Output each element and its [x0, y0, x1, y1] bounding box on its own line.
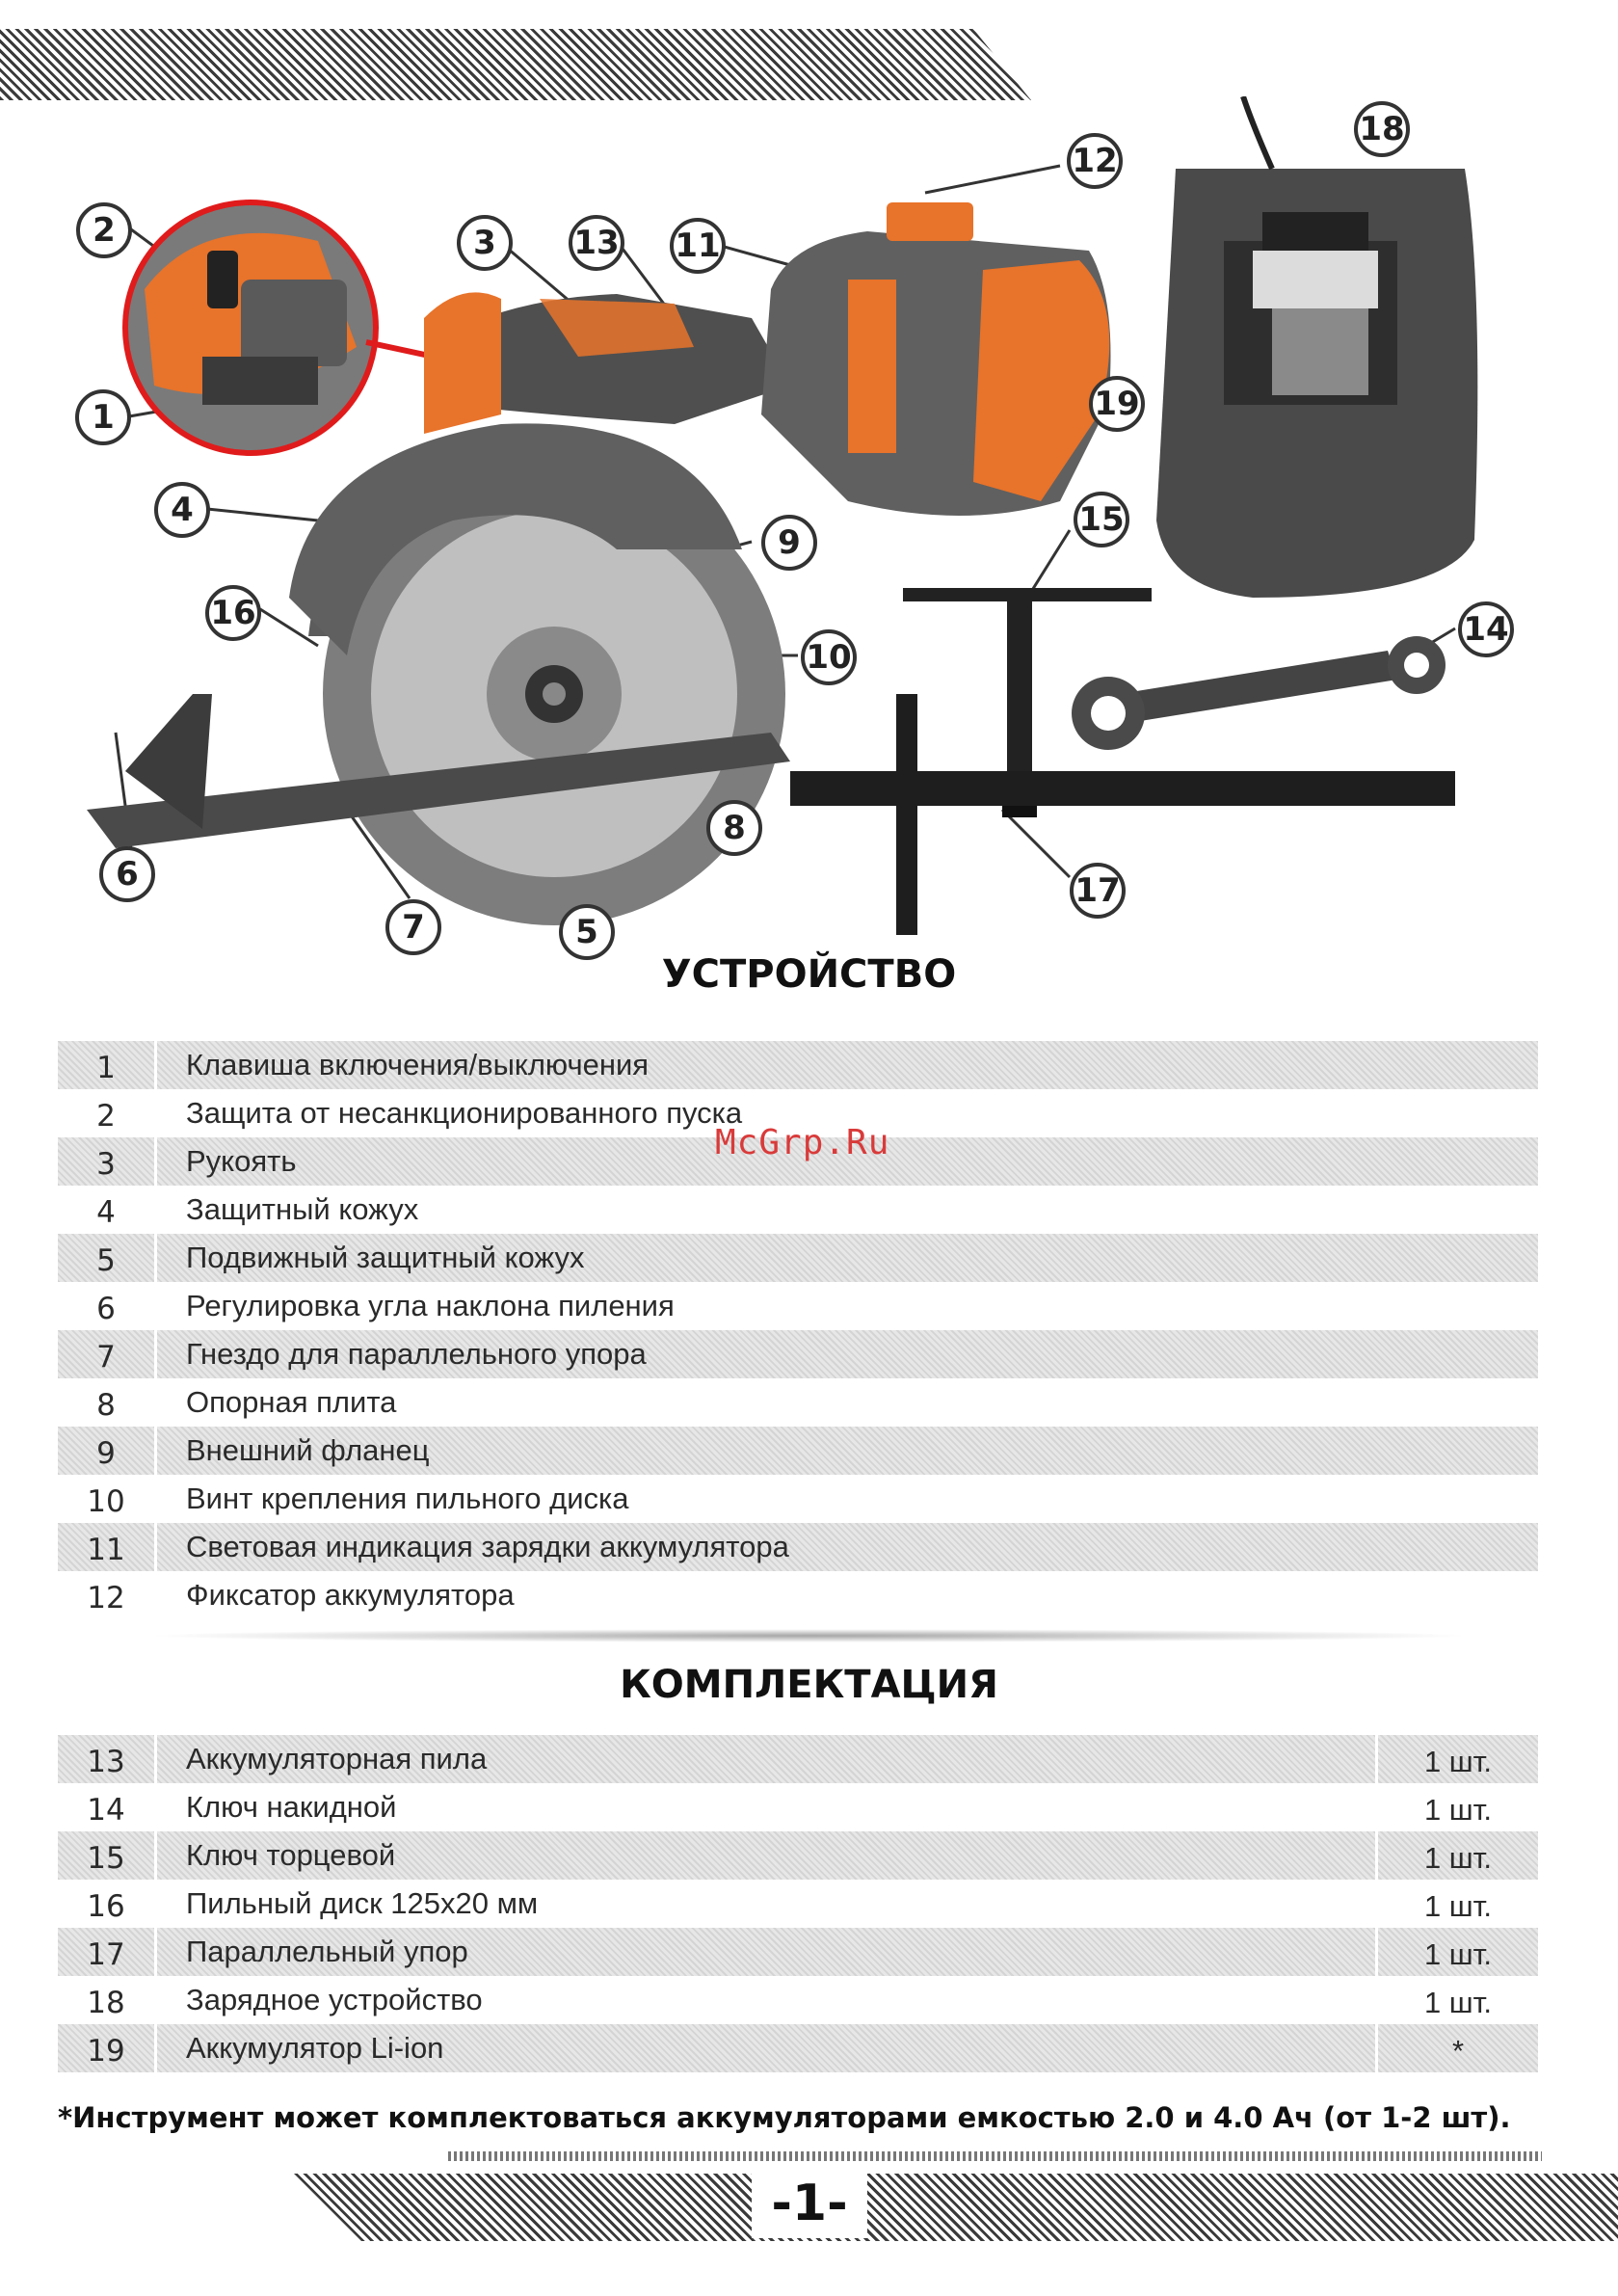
- dotted-rule: [448, 2151, 1542, 2161]
- row-number: 9: [96, 1436, 116, 1471]
- row-number: 13: [87, 1745, 125, 1779]
- row-label: Фиксатор аккумулятора: [186, 1578, 515, 1612]
- callout-9: 9: [761, 515, 817, 571]
- row-number: 5: [96, 1243, 116, 1278]
- table-row: [58, 1928, 1538, 1976]
- kit-table: [58, 1735, 1538, 2072]
- row-number: 19: [87, 2034, 125, 2069]
- row-quantity: 1 шт.: [1375, 1831, 1538, 1880]
- callout-3: 3: [457, 215, 513, 271]
- table-row: [58, 1523, 1538, 1571]
- page-number: -1-: [752, 2169, 867, 2238]
- row-number: 1: [96, 1051, 116, 1085]
- table-row: [58, 2024, 1538, 2072]
- table-row: [58, 1186, 1538, 1234]
- row-quantity: 1 шт.: [1375, 1976, 1538, 2024]
- row-label: Гнездо для параллельного упора: [186, 1337, 647, 1371]
- table-row: [58, 1330, 1538, 1378]
- callout-14: 14: [1458, 601, 1514, 657]
- callout-8: 8: [706, 800, 762, 856]
- top-hatch-band: [0, 29, 1031, 100]
- row-label: Световая индикация зарядки аккумулятора: [186, 1530, 789, 1563]
- row-quantity: *: [1375, 2024, 1538, 2072]
- row-label: Параллельный упор: [186, 1935, 468, 1968]
- callout-19: 19: [1089, 376, 1145, 432]
- table-row: [58, 1831, 1538, 1880]
- row-label: Опорная плита: [186, 1385, 397, 1419]
- row-number: 12: [87, 1581, 125, 1615]
- row-label: Регулировка угла наклона пиления: [186, 1289, 675, 1322]
- row-label: Подвижный защитный кожух: [186, 1241, 585, 1274]
- callout-18: 18: [1354, 101, 1410, 157]
- table-row: [58, 1783, 1538, 1831]
- row-quantity: 1 шт.: [1375, 1783, 1538, 1831]
- row-number: 6: [96, 1292, 116, 1326]
- section-divider-shadow: [145, 1629, 1474, 1642]
- table-row: [58, 1427, 1538, 1475]
- row-label: Защитный кожух: [186, 1192, 419, 1226]
- row-number: 3: [96, 1147, 116, 1182]
- row-number: 4: [96, 1195, 116, 1230]
- row-quantity: 1 шт.: [1375, 1880, 1538, 1928]
- callout-7: 7: [385, 899, 441, 955]
- row-label: Пильный диск 125х20 мм: [186, 1886, 539, 1920]
- table-row: [58, 1378, 1538, 1427]
- row-label: Клавиша включения/выключения: [186, 1048, 650, 1081]
- table-row: [58, 1041, 1538, 1089]
- callout-13: 13: [569, 215, 624, 271]
- row-number: 8: [96, 1388, 116, 1423]
- callout-10: 10: [801, 629, 857, 685]
- row-quantity: 1 шт.: [1375, 1735, 1538, 1783]
- row-label: Зарядное устройство: [186, 1983, 483, 2016]
- callout-11: 11: [670, 218, 726, 274]
- product-illustration: [0, 96, 1618, 964]
- callout-12: 12: [1067, 133, 1123, 189]
- row-number: 16: [87, 1889, 125, 1924]
- callout-15: 15: [1074, 492, 1129, 547]
- row-label: Внешний фланец: [186, 1433, 430, 1467]
- kit-section-title: КОМПЛЕКТАЦИЯ: [620, 1663, 998, 1707]
- footnote: *Инструмент может комплектоваться аккумуляторами емкостью 2.0 и 4.0 Ач (от 1-2 шт).: [58, 2101, 1511, 2134]
- callout-4: 4: [154, 482, 210, 538]
- callout-1: 1: [75, 389, 131, 445]
- watermark: McGrp.Ru: [715, 1123, 890, 1162]
- table-row: [58, 1282, 1538, 1330]
- row-number: 14: [87, 1793, 125, 1828]
- row-label: Рукоять: [186, 1144, 297, 1178]
- row-label: Защита от несанкционированного пуска: [186, 1096, 743, 1130]
- device-section-title: УСТРОЙСТВО: [661, 952, 957, 997]
- row-label: Ключ торцевой: [186, 1838, 396, 1872]
- row-number: 7: [96, 1340, 116, 1375]
- callout-6: 6: [99, 846, 155, 902]
- row-number: 18: [87, 1986, 125, 2020]
- row-label: Аккумулятор Li-ion: [186, 2031, 444, 2065]
- row-label: Аккумуляторная пила: [186, 1742, 488, 1775]
- table-row: [58, 1976, 1538, 2024]
- callout-17: 17: [1070, 863, 1126, 919]
- row-number: 17: [87, 1937, 125, 1972]
- row-quantity: 1 шт.: [1375, 1928, 1538, 1976]
- table-row: [58, 1735, 1538, 1783]
- callout-5: 5: [559, 904, 615, 960]
- row-number: 15: [87, 1841, 125, 1876]
- table-row: [58, 1234, 1538, 1282]
- row-number: 10: [87, 1484, 125, 1519]
- table-row: [58, 1475, 1538, 1523]
- table-row: [58, 1880, 1538, 1928]
- row-label: Ключ накидной: [186, 1790, 397, 1824]
- row-number: 11: [87, 1533, 125, 1567]
- table-row: [58, 1571, 1538, 1619]
- row-number: 2: [96, 1099, 116, 1134]
- callout-16: 16: [205, 585, 261, 641]
- callout-2: 2: [76, 202, 132, 258]
- row-label: Винт крепления пильного диска: [186, 1482, 629, 1515]
- bottom-hatch-band: [294, 2174, 1618, 2241]
